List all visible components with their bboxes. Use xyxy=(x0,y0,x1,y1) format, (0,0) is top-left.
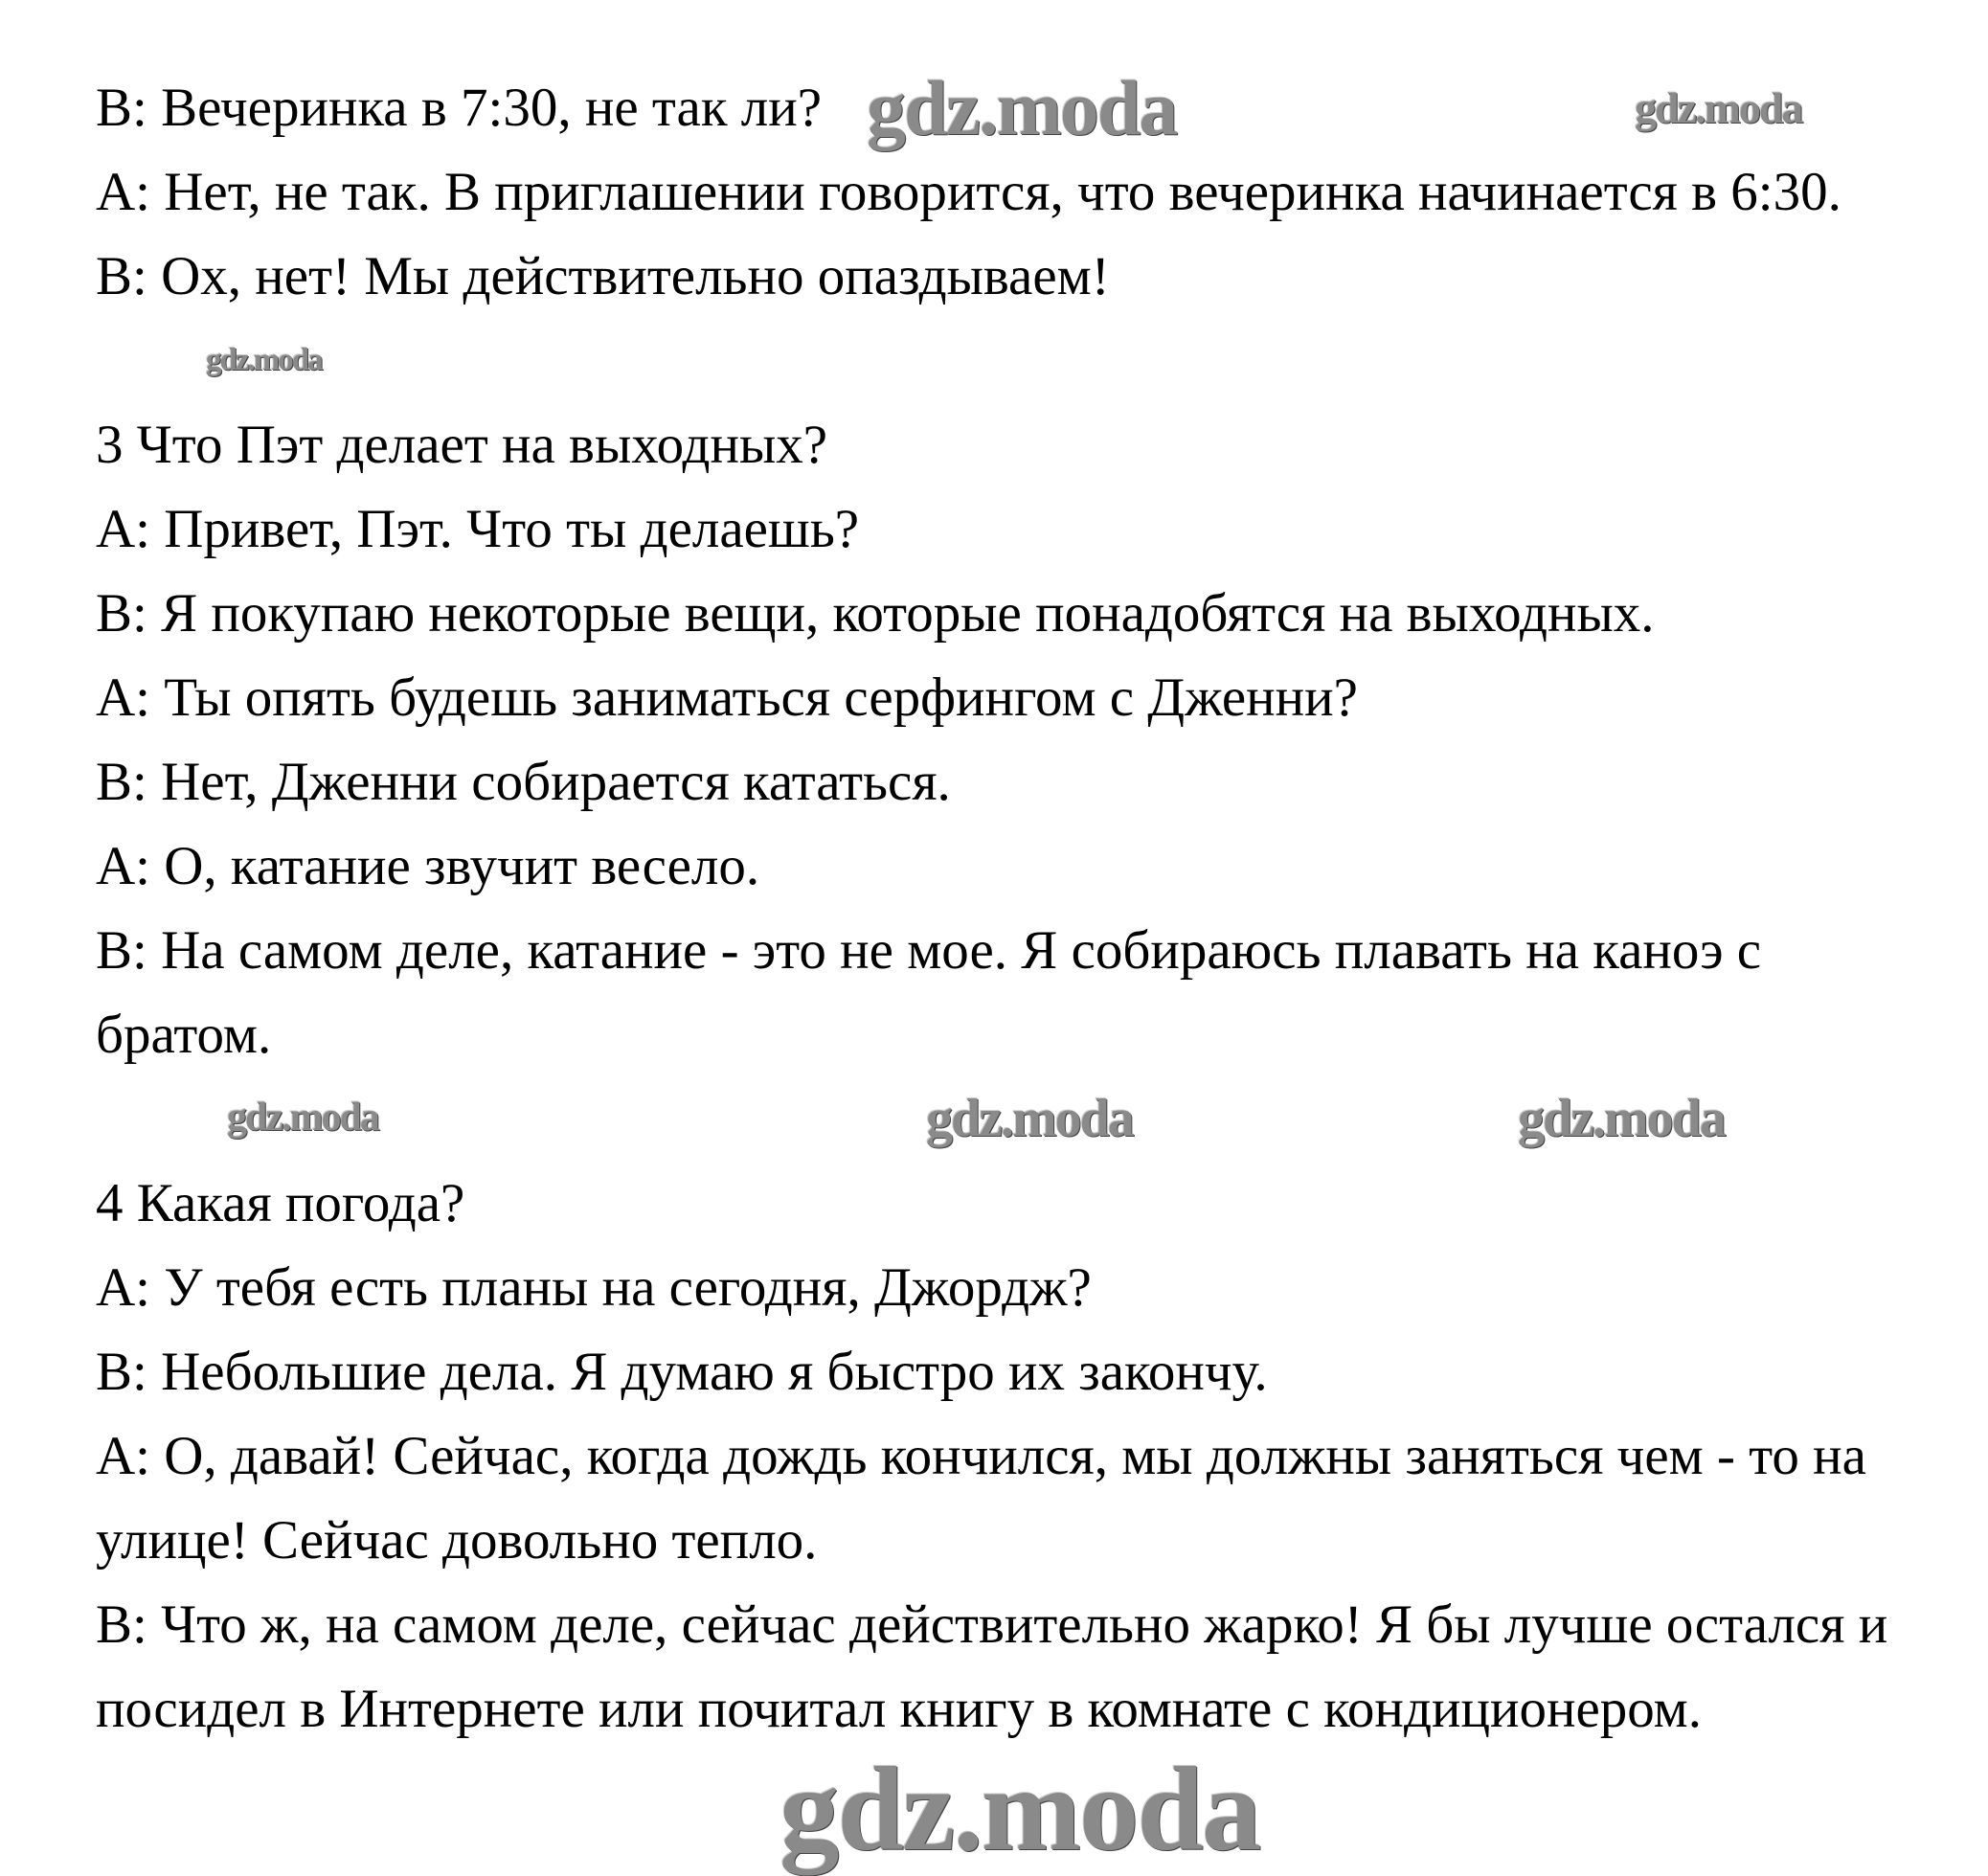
text-line: A: Нет, не так. В приглашении говорится, что вечеринка начинается в 6:30. xyxy=(96,162,1841,222)
text-line: B: Небольшие дела. Я думаю я быстро их закончу. xyxy=(96,1342,1268,1402)
text-line: братом. xyxy=(96,1005,272,1065)
text-line: A: У тебя есть планы на сегодня, Джордж? xyxy=(96,1257,1092,1318)
text-line: A: О, катание звучит весело. xyxy=(96,836,760,896)
text-line: посидел в Интернете или почитал книгу в комнате с кондиционером. xyxy=(96,1679,1702,1739)
text-line: 3 Что Пэт делает на выходных? xyxy=(96,415,828,475)
watermark: gdz.moda xyxy=(1635,83,1802,132)
watermark: gdz.moda xyxy=(926,1089,1133,1148)
blank-line xyxy=(96,319,1963,403)
text-line: B: Я покупаю некоторые вещи, которые понадобятся на выходных. xyxy=(96,583,1655,644)
watermark: gdz.moda xyxy=(227,1096,378,1140)
text-line: A: Привет, Пэт. Что ты делаешь? xyxy=(96,499,860,559)
watermark: gdz.moda xyxy=(1518,1089,1725,1148)
text-line: улице! Сейчас довольно тепло. xyxy=(96,1510,818,1571)
watermark: gdz.moda xyxy=(779,1744,1260,1876)
text-line: B: Что ж, на самом деле, сейчас действительно жарко! Я бы лучше остался и xyxy=(96,1594,1888,1655)
text-line: A: Ты опять будешь заниматься серфингом с Дженни? xyxy=(96,667,1358,728)
text-line: B: Нет, Дженни собирается кататься. xyxy=(96,752,951,812)
watermark: gdz.moda xyxy=(206,343,322,377)
text-line: B: На самом деле, катание - это не мое. Я собираюсь плавать на каноэ с xyxy=(96,920,1762,981)
watermark: gdz.moda xyxy=(867,64,1177,151)
text-line: B: Ох, нет! Мы действительно опаздываем! xyxy=(96,246,1110,306)
text-line: 4 Какая погода? xyxy=(96,1173,465,1233)
text-line: A: О, давай! Сейчас, когда дождь кончился, мы должны заняться чем - то на xyxy=(96,1426,1866,1486)
document-body xyxy=(96,66,1963,1752)
text-line: B: Вечеринка в 7:30, не так ли? xyxy=(96,78,823,138)
